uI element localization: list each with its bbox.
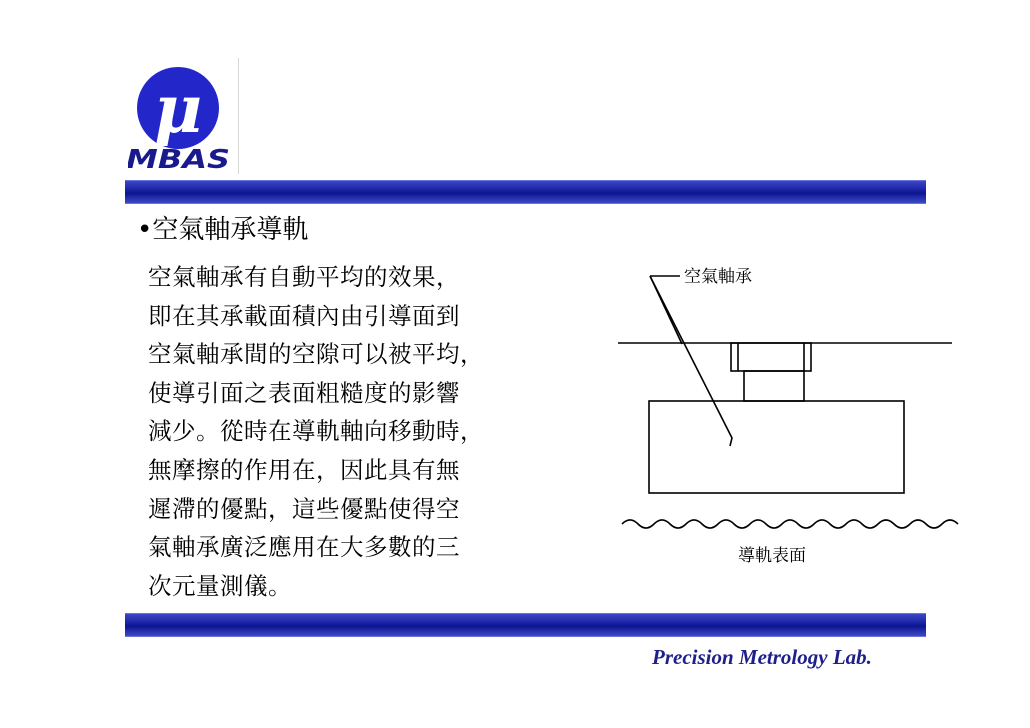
leader-line xyxy=(650,276,732,446)
body-line: 空氣軸承有自動平均的效果， xyxy=(148,263,460,291)
mbas-logo xyxy=(128,62,240,174)
body-line: 氣軸承廣泛應用在大多數的三 xyxy=(148,533,460,562)
logo-mu-glyph: μ xyxy=(153,70,203,148)
bearing-pad-lower xyxy=(744,371,804,401)
carriage-body xyxy=(649,401,904,493)
guideway-surface-line xyxy=(622,520,958,528)
logo-wordmark: MBAS xyxy=(128,145,230,174)
label-guideway-surface: 導軌表面 xyxy=(738,546,806,566)
slide-heading: •空氣軸承導軌 xyxy=(137,215,309,245)
body-line: 無摩擦的作用在，因此具有無 xyxy=(148,455,460,484)
bearing-pad-upper xyxy=(731,343,811,371)
body-line: 次元量測儀。 xyxy=(148,571,292,600)
body-line: 遲滯的優點，這些優點使得空 xyxy=(148,494,460,523)
body-paragraph xyxy=(148,258,484,605)
air-bearing-diagram xyxy=(612,256,960,586)
body-line: 即在其承載面積內由引導面到 xyxy=(148,301,460,330)
top-banner-bar xyxy=(125,180,926,204)
footer-lab-name: Precision Metrology Lab. xyxy=(652,645,872,669)
label-air-bearing: 空氣軸承 xyxy=(684,267,752,287)
body-line: 使導引面之表面粗糙度的影響 xyxy=(148,378,460,407)
bottom-banner-bar xyxy=(125,613,926,637)
body-line: 空氣軸承間的空隙可以被平均， xyxy=(148,340,484,369)
body-line: 減少。從時在導軌軸向移動時， xyxy=(148,417,484,446)
logo-divider xyxy=(238,58,239,174)
